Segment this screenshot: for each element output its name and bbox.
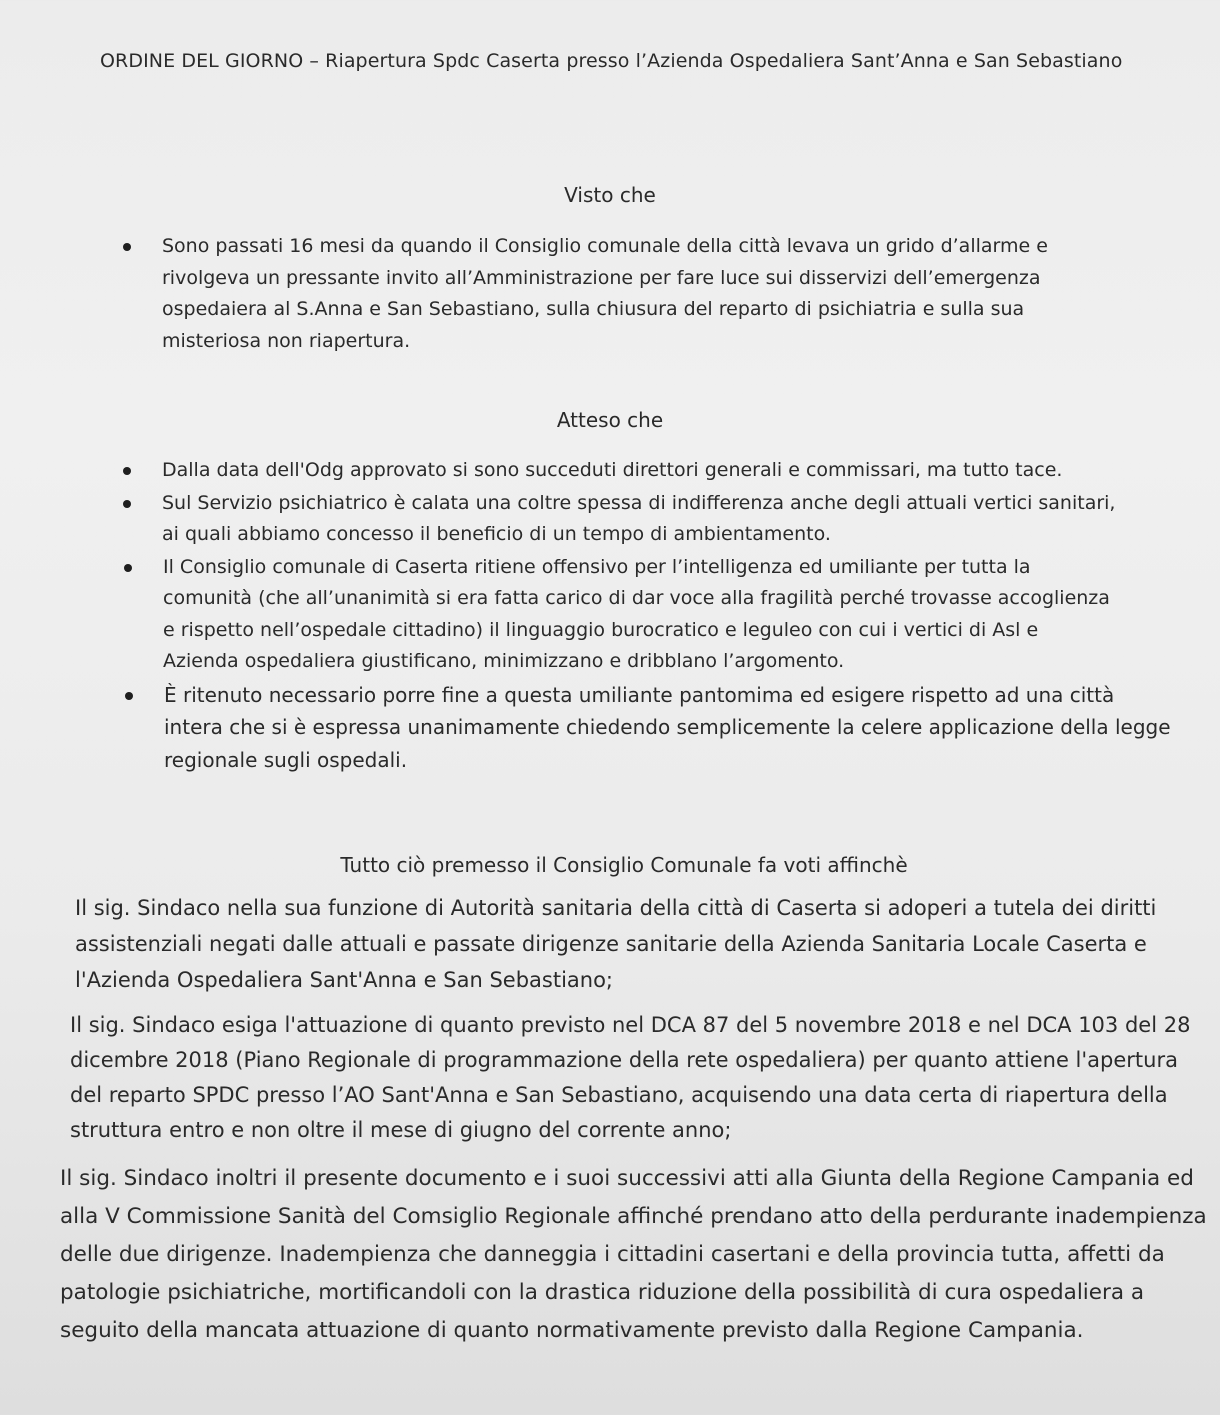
bullet-icon [123,243,131,251]
list-item-line: ospedaiera al S.Anna e San Sebastiano, sulla chiusura del reparto di psichiatria e sulla sua [162,298,1025,320]
list-item [162,488,1220,551]
list-item-line: Il Consiglio comunale di Caserta ritiene offensivo per l’intelligenza ed umiliante per tutta la [163,555,1031,578]
paragraph-line: alla V Commissione Sanità del Comsiglio Regionale affinché prendano atto della perdurante inadempienza [60,1204,1207,1229]
list-item-line: comunità (che all’unanimità si era fatta carico di dar voce alla fragilità perché trovasse accoglienza [163,587,1110,609]
list-item-line: È ritenuto necessario porre fine a questa umiliante pantomima ed esigere rispetto ad una città [164,682,1115,707]
list-item-line: Dalla data dell'Odg approvato si sono succeduti direttori generali e commissari, ma tutto tace. [162,459,1063,481]
list-item [162,231,1220,357]
paragraph-line: del reparto SPDC presso l’AO Sant'Anna e San Sebastiano, acquisendo una data certa di riapertura della [70,1083,1168,1107]
bullet-icon [123,500,131,508]
section-heading-visto-che: Visto che [564,183,656,207]
paragraph-line: seguito della mancata attuazione di quanto normativamente previsto dalla Regione Campania. [60,1318,1084,1343]
list-item-line: intera che si è espressa unanimamente chiedendo semplicemente la celere applicazione della legge [164,715,1171,739]
section-heading-atteso-che: Atteso che [556,408,664,432]
paragraph-line: patologie psichiatriche, mortificandoli con la drastica riduzione della possibilità di cura ospedaliera a [60,1280,1145,1305]
paragraph-line: Il sig. Sindaco esiga l'attuazione di quanto previsto nel DCA 87 del 5 novembre 2018 e nel DCA 103 del 28 [70,1013,1191,1037]
list-item-line: rivolgeva un pressante invito all’Amministrazione per fare luce sui disservizi dell’emergenza [162,266,1041,289]
list-item [162,455,1220,487]
document-title: ORDINE DEL GIORNO – Riapertura Spdc Caserta presso l’Azienda Ospedaliera Sant’Anna e San Sebastiano [100,50,1123,72]
visto-che-list [0,231,1220,357]
paragraph-line: Il sig. Sindaco nella sua funzione di Autorità sanitaria della città di Caserta si adoperi a tutela dei diritti [75,896,1157,920]
paragraph-line: struttura entro e non oltre il mese di giugno del corrente anno; [70,1118,732,1142]
list-item-line: Azienda ospedaliera giustificano, minimizzano e dribblano l’argomento. [163,650,845,672]
bullet-icon [123,467,131,475]
list-item-line: ai quali abbiamo concesso il beneficio di un tempo di ambientamento. [162,523,831,545]
paragraph-line: dicembre 2018 (Piano Regionale di programmazione della rete ospedaliera) per quanto attiene l'apertura [70,1048,1178,1072]
list-item [164,679,1220,777]
list-item-line: Sul Servizio psichiatrico è calata una coltre spessa di indifferenza anche degli attuali vertici sanitari, [162,491,1116,514]
list-item-line: regionale sugli ospedali. [164,747,408,772]
list-item-line: Sono passati 16 mesi da quando il Consiglio comunale della città levava un grido d’allarme e [162,235,1048,257]
bullet-icon [125,692,133,700]
paragraph-line: delle due dirigenze. Inadempienza che danneggia i cittadini casertani e della provincia tutta, affetti da [60,1242,1165,1267]
resolution-paragraph-1 [75,890,1156,998]
paragraph-line: l'Azienda Ospedaliera Sant'Anna e San Sebastiano; [75,968,614,992]
bullet-icon [124,564,132,572]
list-item-line: misteriosa non riapertura. [162,329,411,352]
paragraph-line: assistenziali negati dalle attuali e passate dirigenze sanitarie della Azienda Sanitaria Locale Caserta e [75,932,1147,956]
paragraph-line: Il sig. Sindaco inoltri il presente documento e i suoi successivi atti alla Giunta della Regione Campania ed [60,1166,1194,1191]
list-item-line: e rispetto nell’ospedale cittadino) il linguaggio burocratico e leguleo con cui i vertici di Asl e [163,618,1039,641]
section-heading-premesso: Tutto ciò premesso il Consiglio Comunale fa voti affinchè [340,853,908,877]
resolution-paragraph-3 [60,1160,1207,1350]
resolution-paragraph-2 [70,1008,1190,1148]
atteso-che-list [0,455,1220,776]
list-item [163,552,1220,678]
